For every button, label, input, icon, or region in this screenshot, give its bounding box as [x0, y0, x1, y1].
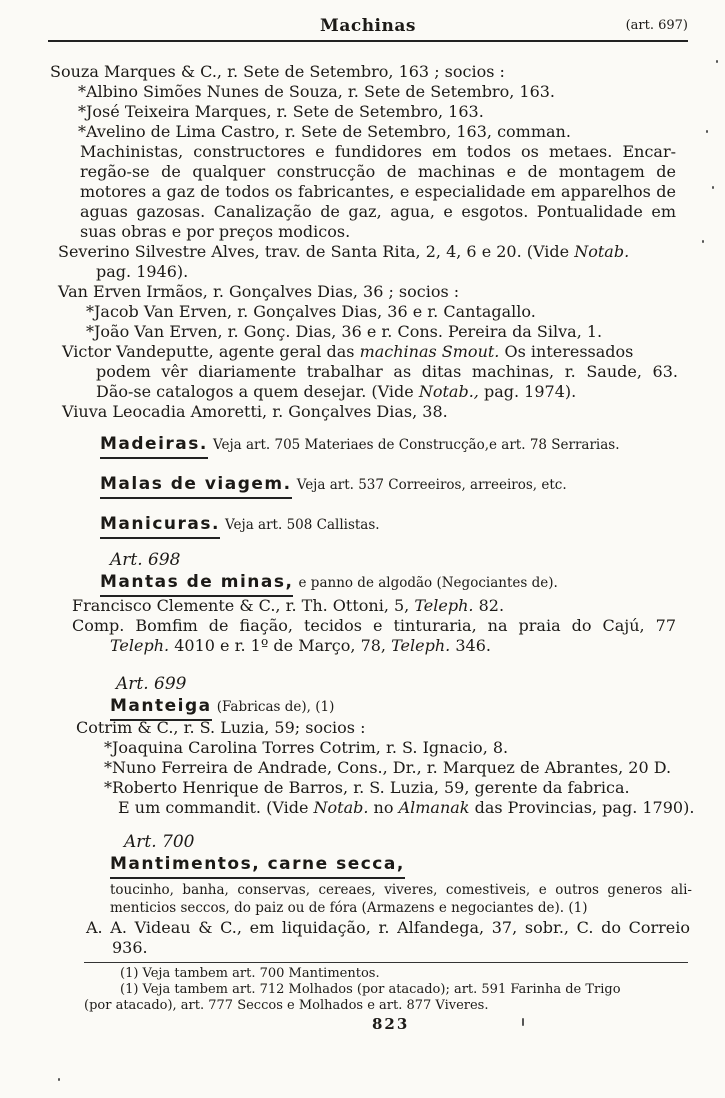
entry-comp-bomfim: Comp. Bomfim de fiação, tecidos e tinturaria, na praia do Cajú, 77 [72, 616, 676, 635]
entry-description: suas obras e por preços modicos. [80, 222, 351, 241]
entry-partner: *João Van Erven, r. Gonç. Dias, 36 e r. Cons. Pereira da Silva, 1. [86, 322, 603, 341]
entry-text: Severino Silvestre Alves, trav. de Santa Rita, 2, 4, 6 e 20. (Vide [58, 242, 570, 261]
telephone-label: Teleph. [414, 596, 474, 615]
telephone-label: Teleph. [391, 636, 451, 655]
section-heading: Mantimentos, carne secca, [110, 852, 405, 879]
scan-speck [702, 240, 704, 243]
crossref-text: Veja art. 508 Callistas. [225, 517, 380, 533]
entry-text: 936. [112, 938, 148, 957]
crossref-malas [100, 472, 567, 499]
entry-souza-marques: Souza Marques & C., r. Sete de Setembro, 163 ; socios : [50, 62, 505, 81]
article-heading [100, 570, 558, 597]
entry-partner: *Albino Simões Nunes de Souza, r. Sete de Setembro, 163. [78, 82, 556, 101]
article-heading [110, 694, 334, 721]
page-number: 823 [372, 1015, 410, 1033]
article-number: Art. 698 [110, 550, 181, 570]
entry-text-line [118, 798, 694, 818]
entry-partner: *Joaquina Carolina Torres Cotrim, r. S. Ignacio, 8. [104, 738, 509, 757]
entry-text-line [110, 636, 491, 656]
article-number: Art. 699 [116, 674, 187, 694]
footnote-rule [84, 962, 688, 963]
telephone-label: Teleph. [110, 636, 170, 655]
notab-reference: Notab., [418, 382, 479, 401]
entry-description: aguas gazosas. Canalização de gaz, agua, e esgotos. Pontualidade em [80, 202, 676, 221]
section-heading: Manicuras. [100, 512, 220, 539]
crossref-madeiras [100, 432, 620, 459]
entry-text: pag. 1974). [483, 382, 577, 401]
entry-partner: *Roberto Henrique de Barros, r. S. Luzia, 59, gerente da fabrica. [104, 778, 630, 797]
entry-text: E um commandit. (Vide [118, 798, 309, 817]
entry-partner: *Jacob Van Erven, r. Gonçalves Dias, 36 e r. Cantagallo. [86, 302, 536, 321]
footnote: (1) Veja tambem art. 712 Molhados (por atacado); art. 591 Farinha de Trigo [120, 982, 621, 997]
entry-text: Victor Vandeputte, agente geral das [62, 342, 355, 361]
almanak-reference: Almanak [398, 798, 470, 817]
entry-partner: *Avelino de Lima Castro, r. Sete de Setembro, 163, comman. [78, 122, 571, 141]
crossref-text: Veja art. 537 Correeiros, arreeiros, etc. [296, 477, 567, 493]
entry-victor-vandeputte [62, 342, 633, 362]
entry-viuva-amoretti: Viuva Leocadia Amoretti, r. Gonçalves Dias, 38. [62, 402, 448, 421]
entry-description: menticios seccos, do paiz ou de fóra (Armazens e negociantes de). (1) [110, 900, 588, 916]
page-header [48, 16, 688, 38]
scan-speck [716, 60, 718, 63]
entry-severino [58, 242, 629, 262]
footnote: (1) Veja tambem art. 700 Mantimentos. [120, 966, 380, 981]
entry-partner: *José Teixeira Marques, r. Sete de Setembro, 163. [78, 102, 484, 121]
notab-reference: Notab. [313, 798, 369, 817]
entry-text: 346. [455, 636, 491, 655]
notab-reference: Notab. [574, 242, 630, 261]
scan-speck [712, 186, 714, 189]
article-heading [110, 852, 405, 879]
entry-partner: *Nuno Ferreira de Andrade, Cons., Dr., r. Marquez de Abrantes, 20 D. [104, 758, 672, 777]
entry-cotrim: Cotrim & C., r. S. Luzia, 59; socios : [76, 718, 366, 737]
entry-text-line [96, 382, 576, 402]
entry-description: motores a gaz de todos os fabricantes, e especialidade em apparelhos de [80, 182, 676, 201]
entry-van-erven: Van Erven Irmãos, r. Gonçalves Dias, 36 ; socios : [58, 282, 460, 301]
entry-francisco-clemente [72, 596, 504, 616]
entry-videau: A. A. Videau & C., em liquidação, r. Alfandega, 37, sobr., C. do Correio [86, 918, 690, 937]
entry-text: 82. [478, 596, 505, 615]
scan-speck [522, 1018, 524, 1026]
section-subtitle: (Fabricas de), (1) [216, 699, 335, 715]
entry-text: pag. 1946). [96, 262, 189, 281]
section-heading: Mantas de minas, [100, 570, 293, 597]
entry-text: das Provincias, pag. 1790). [474, 798, 695, 817]
entry-text-italic: machinas Smout. [359, 342, 500, 361]
entry-text: Os interessados [504, 342, 634, 361]
header-rule [48, 40, 688, 42]
section-heading: Malas de viagem. [100, 472, 292, 499]
entry-description: toucinho, banha, conservas, cereaes, viveres, comestiveis, e outros generos ali- [110, 882, 692, 898]
section-subtitle: e panno de algodão (Negociantes de). [298, 575, 558, 591]
entry-text: Francisco Clemente & C., r. Th. Ottoni, 5, [72, 596, 410, 615]
entry-text: no [373, 798, 394, 817]
section-heading: Manteiga [110, 694, 212, 721]
crossref-manicuras [100, 512, 380, 539]
header-article-ref: (art. 697) [625, 18, 688, 33]
page-title: Machinas [320, 16, 416, 36]
crossref-text: Veja art. 705 Materiaes de Construcção,e art. 78 Serrarias. [212, 437, 620, 453]
entry-description: regão-se de qualquer construcção de machinas e de montagem de [80, 162, 676, 181]
section-heading: Madeiras. [100, 432, 208, 459]
article-number: Art. 700 [124, 832, 195, 852]
entry-description: Machinistas, constructores e fundidores em todos os metaes. Encar- [80, 142, 676, 161]
entry-text: podem vêr diariamente trabalhar as ditas machinas, r. Saude, 63. [96, 362, 678, 381]
entry-text: 4010 e r. 1º de Março, 78, [174, 636, 387, 655]
scan-speck [58, 1078, 60, 1081]
scan-speck [706, 130, 708, 133]
entry-text: Dão-se catalogos a quem desejar. (Vide [96, 382, 414, 401]
footnote: (por atacado), art. 777 Seccos e Molhados e art. 877 Viveres. [84, 998, 489, 1013]
